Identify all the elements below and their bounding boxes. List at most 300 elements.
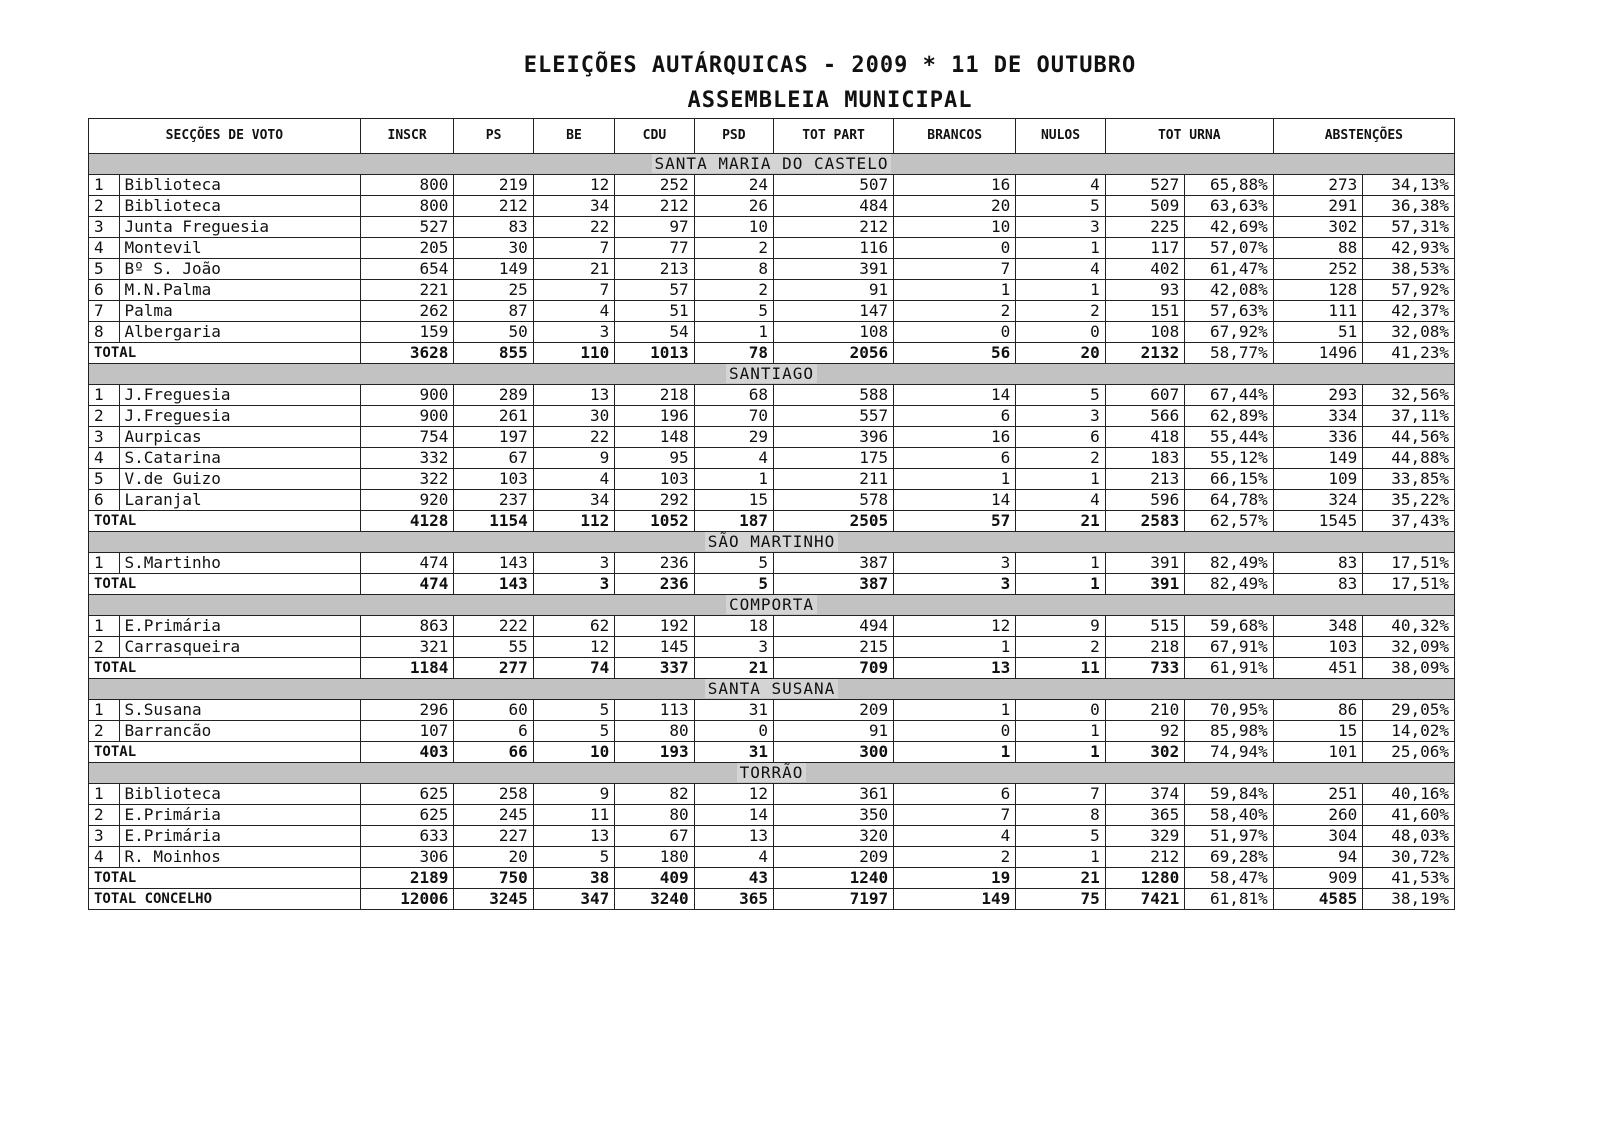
col-header-abstencoes: ABSTENÇÕES	[1273, 119, 1454, 154]
cell-tot-part: 391	[774, 259, 894, 280]
cell-ps: 50	[454, 322, 533, 343]
cell-abstencoes: 324	[1273, 490, 1363, 511]
table-row	[89, 805, 1455, 826]
cell-abstencoes: 251	[1273, 784, 1363, 805]
cell-inscr: 332	[360, 448, 454, 469]
total-tot-urna: 733	[1105, 658, 1184, 679]
section-row	[89, 532, 1455, 553]
cell-abstencoes: 293	[1273, 385, 1363, 406]
row-index: 2	[89, 637, 120, 658]
cell-abstencoes-pct: 41,60%	[1363, 805, 1455, 826]
grand-total-abstencoes: 4585	[1273, 889, 1363, 910]
cell-abstencoes: 348	[1273, 616, 1363, 637]
total-abstencoes-pct: 41,53%	[1363, 868, 1455, 889]
cell-nulos: 3	[1016, 406, 1106, 427]
row-location: S.Catarina	[119, 448, 360, 469]
cell-ps: 149	[454, 259, 533, 280]
cell-cdu: 80	[615, 805, 694, 826]
cell-tot-part: 209	[774, 700, 894, 721]
cell-cdu: 113	[615, 700, 694, 721]
cell-nulos: 1	[1016, 847, 1106, 868]
total-brancos: 19	[894, 868, 1016, 889]
total-row	[89, 511, 1455, 532]
cell-cdu: 145	[615, 637, 694, 658]
cell-abstencoes-pct: 38,53%	[1363, 259, 1455, 280]
table-row	[89, 784, 1455, 805]
total-nulos: 1	[1016, 574, 1106, 595]
cell-be: 7	[533, 280, 614, 301]
cell-cdu: 97	[615, 217, 694, 238]
row-location: S.Martinho	[119, 553, 360, 574]
cell-ps: 6	[454, 721, 533, 742]
cell-brancos: 6	[894, 448, 1016, 469]
row-location: M.N.Palma	[119, 280, 360, 301]
cell-ps: 197	[454, 427, 533, 448]
cell-tot-urna: 329	[1105, 826, 1184, 847]
total-row	[89, 574, 1455, 595]
cell-tot-part: 588	[774, 385, 894, 406]
cell-be: 5	[533, 700, 614, 721]
cell-be: 30	[533, 406, 614, 427]
cell-tot-urna-pct: 82,49%	[1185, 553, 1274, 574]
grand-total-nulos: 75	[1016, 889, 1106, 910]
cell-ps: 237	[454, 490, 533, 511]
section-cell	[89, 154, 1455, 175]
cell-tot-urna-pct: 58,40%	[1185, 805, 1274, 826]
cell-be: 12	[533, 175, 614, 196]
cell-nulos: 9	[1016, 616, 1106, 637]
cell-tot-urna-pct: 59,84%	[1185, 784, 1274, 805]
col-header-cdu: CDU	[615, 119, 694, 154]
cell-abstencoes-pct: 40,32%	[1363, 616, 1455, 637]
row-location: Junta Freguesia	[119, 217, 360, 238]
total-cdu: 337	[615, 658, 694, 679]
total-inscr: 4128	[360, 511, 454, 532]
cell-inscr: 625	[360, 784, 454, 805]
section-cell	[89, 763, 1455, 784]
cell-inscr: 159	[360, 322, 454, 343]
table-body	[89, 154, 1455, 910]
grand-total-psd: 365	[694, 889, 773, 910]
section-name: SANTIAGO	[726, 364, 817, 383]
cell-cdu: 212	[615, 196, 694, 217]
header-row	[89, 119, 1455, 154]
grand-total-row	[89, 889, 1455, 910]
total-row	[89, 868, 1455, 889]
cell-tot-urna: 225	[1105, 217, 1184, 238]
cell-brancos: 14	[894, 490, 1016, 511]
total-abstencoes-pct: 37,43%	[1363, 511, 1455, 532]
cell-psd: 15	[694, 490, 773, 511]
cell-abstencoes-pct: 34,13%	[1363, 175, 1455, 196]
total-tot-part: 387	[774, 574, 894, 595]
cell-psd: 4	[694, 448, 773, 469]
cell-ps: 87	[454, 301, 533, 322]
cell-cdu: 54	[615, 322, 694, 343]
cell-cdu: 196	[615, 406, 694, 427]
cell-nulos: 3	[1016, 217, 1106, 238]
cell-ps: 289	[454, 385, 533, 406]
cell-tot-urna: 607	[1105, 385, 1184, 406]
cell-abstencoes: 260	[1273, 805, 1363, 826]
section-cell	[89, 679, 1455, 700]
row-index: 1	[89, 385, 120, 406]
total-abstencoes-pct: 17,51%	[1363, 574, 1455, 595]
total-row	[89, 343, 1455, 364]
cell-tot-urna-pct: 67,92%	[1185, 322, 1274, 343]
cell-tot-urna: 418	[1105, 427, 1184, 448]
total-ps: 1154	[454, 511, 533, 532]
row-index: 5	[89, 469, 120, 490]
cell-tot-urna-pct: 57,07%	[1185, 238, 1274, 259]
row-index: 1	[89, 616, 120, 637]
cell-ps: 227	[454, 826, 533, 847]
cell-nulos: 0	[1016, 700, 1106, 721]
cell-abstencoes-pct: 35,22%	[1363, 490, 1455, 511]
cell-inscr: 527	[360, 217, 454, 238]
cell-psd: 14	[694, 805, 773, 826]
cell-ps: 83	[454, 217, 533, 238]
cell-abstencoes: 111	[1273, 301, 1363, 322]
table-row	[89, 406, 1455, 427]
total-label: TOTAL	[89, 658, 361, 679]
total-be: 74	[533, 658, 614, 679]
grand-total-ps: 3245	[454, 889, 533, 910]
cell-abstencoes: 51	[1273, 322, 1363, 343]
total-psd: 31	[694, 742, 773, 763]
row-location: Biblioteca	[119, 196, 360, 217]
cell-be: 5	[533, 847, 614, 868]
cell-psd: 12	[694, 784, 773, 805]
cell-tot-urna: 92	[1105, 721, 1184, 742]
cell-abstencoes: 149	[1273, 448, 1363, 469]
cell-abstencoes: 86	[1273, 700, 1363, 721]
cell-psd: 8	[694, 259, 773, 280]
total-ps: 855	[454, 343, 533, 364]
col-header-tot-urna: TOT URNA	[1105, 119, 1273, 154]
row-location: E.Primária	[119, 805, 360, 826]
section-row	[89, 154, 1455, 175]
cell-psd: 0	[694, 721, 773, 742]
cell-tot-part: 484	[774, 196, 894, 217]
cell-tot-urna-pct: 85,98%	[1185, 721, 1274, 742]
cell-brancos: 10	[894, 217, 1016, 238]
table-row	[89, 721, 1455, 742]
cell-tot-urna-pct: 59,68%	[1185, 616, 1274, 637]
total-cdu: 193	[615, 742, 694, 763]
total-cdu: 1052	[615, 511, 694, 532]
cell-inscr: 221	[360, 280, 454, 301]
cell-tot-urna: 108	[1105, 322, 1184, 343]
cell-tot-urna-pct: 67,44%	[1185, 385, 1274, 406]
cell-psd: 1	[694, 469, 773, 490]
cell-tot-part: 91	[774, 721, 894, 742]
cell-tot-part: 361	[774, 784, 894, 805]
cell-tot-urna-pct: 42,08%	[1185, 280, 1274, 301]
cell-nulos: 7	[1016, 784, 1106, 805]
total-cdu: 236	[615, 574, 694, 595]
cell-tot-part: 215	[774, 637, 894, 658]
cell-inscr: 474	[360, 553, 454, 574]
cell-tot-urna: 213	[1105, 469, 1184, 490]
cell-cdu: 292	[615, 490, 694, 511]
cell-inscr: 262	[360, 301, 454, 322]
row-index: 5	[89, 259, 120, 280]
cell-abstencoes-pct: 36,38%	[1363, 196, 1455, 217]
row-location: Aurpicas	[119, 427, 360, 448]
cell-ps: 60	[454, 700, 533, 721]
row-location: E.Primária	[119, 616, 360, 637]
cell-be: 21	[533, 259, 614, 280]
cell-inscr: 321	[360, 637, 454, 658]
cell-inscr: 754	[360, 427, 454, 448]
cell-tot-part: 387	[774, 553, 894, 574]
total-abstencoes: 1545	[1273, 511, 1363, 532]
cell-ps: 212	[454, 196, 533, 217]
cell-cdu: 148	[615, 427, 694, 448]
cell-be: 3	[533, 322, 614, 343]
cell-cdu: 218	[615, 385, 694, 406]
total-tot-part: 2056	[774, 343, 894, 364]
section-name: SANTA SUSANA	[705, 679, 839, 698]
cell-abstencoes-pct: 48,03%	[1363, 826, 1455, 847]
row-location: V.de Guizo	[119, 469, 360, 490]
total-be: 10	[533, 742, 614, 763]
cell-be: 13	[533, 826, 614, 847]
cell-tot-urna-pct: 62,89%	[1185, 406, 1274, 427]
cell-tot-urna: 93	[1105, 280, 1184, 301]
row-location: Barrancão	[119, 721, 360, 742]
row-index: 7	[89, 301, 120, 322]
page-subtitle: ASSEMBLEIA MUNICIPAL	[687, 88, 973, 113]
cell-be: 9	[533, 784, 614, 805]
total-abstencoes: 83	[1273, 574, 1363, 595]
cell-brancos: 7	[894, 805, 1016, 826]
cell-tot-urna: 596	[1105, 490, 1184, 511]
table-row	[89, 196, 1455, 217]
cell-ps: 55	[454, 637, 533, 658]
cell-be: 13	[533, 385, 614, 406]
cell-tot-part: 147	[774, 301, 894, 322]
total-tot-urna-pct: 82,49%	[1185, 574, 1274, 595]
cell-tot-urna-pct: 57,63%	[1185, 301, 1274, 322]
cell-cdu: 80	[615, 721, 694, 742]
results-table	[88, 118, 1455, 910]
cell-ps: 222	[454, 616, 533, 637]
cell-brancos: 2	[894, 847, 1016, 868]
table-row	[89, 490, 1455, 511]
cell-abstencoes: 304	[1273, 826, 1363, 847]
total-abstencoes: 451	[1273, 658, 1363, 679]
total-nulos: 21	[1016, 868, 1106, 889]
total-abstencoes-pct: 41,23%	[1363, 343, 1455, 364]
cell-cdu: 57	[615, 280, 694, 301]
cell-tot-part: 557	[774, 406, 894, 427]
cell-nulos: 4	[1016, 175, 1106, 196]
cell-tot-urna-pct: 63,63%	[1185, 196, 1274, 217]
cell-psd: 5	[694, 553, 773, 574]
cell-tot-urna-pct: 69,28%	[1185, 847, 1274, 868]
total-label: TOTAL	[89, 343, 361, 364]
cell-nulos: 6	[1016, 427, 1106, 448]
total-psd: 5	[694, 574, 773, 595]
cell-nulos: 2	[1016, 448, 1106, 469]
cell-inscr: 633	[360, 826, 454, 847]
cell-nulos: 1	[1016, 469, 1106, 490]
cell-tot-part: 578	[774, 490, 894, 511]
cell-tot-urna-pct: 55,12%	[1185, 448, 1274, 469]
row-location: Laranjal	[119, 490, 360, 511]
row-index: 3	[89, 217, 120, 238]
cell-cdu: 103	[615, 469, 694, 490]
grand-total-tot-urna: 7421	[1105, 889, 1184, 910]
cell-cdu: 77	[615, 238, 694, 259]
cell-tot-part: 91	[774, 280, 894, 301]
cell-be: 3	[533, 553, 614, 574]
cell-brancos: 16	[894, 175, 1016, 196]
total-inscr: 403	[360, 742, 454, 763]
cell-tot-urna: 151	[1105, 301, 1184, 322]
cell-be: 9	[533, 448, 614, 469]
total-row	[89, 658, 1455, 679]
section-name: TORRÃO	[737, 763, 807, 782]
cell-tot-urna: 212	[1105, 847, 1184, 868]
total-inscr: 474	[360, 574, 454, 595]
cell-abstencoes: 15	[1273, 721, 1363, 742]
cell-cdu: 192	[615, 616, 694, 637]
cell-abstencoes-pct: 42,93%	[1363, 238, 1455, 259]
table-row	[89, 301, 1455, 322]
grand-total-tot-urna-pct: 61,81%	[1185, 889, 1274, 910]
cell-tot-urna: 391	[1105, 553, 1184, 574]
cell-inscr: 296	[360, 700, 454, 721]
table-row	[89, 826, 1455, 847]
table-row	[89, 637, 1455, 658]
grand-total-brancos: 149	[894, 889, 1016, 910]
cell-psd: 31	[694, 700, 773, 721]
cell-inscr: 322	[360, 469, 454, 490]
cell-tot-part: 108	[774, 322, 894, 343]
total-cdu: 1013	[615, 343, 694, 364]
total-nulos: 11	[1016, 658, 1106, 679]
cell-tot-urna: 402	[1105, 259, 1184, 280]
cell-psd: 2	[694, 238, 773, 259]
cell-tot-urna-pct: 70,95%	[1185, 700, 1274, 721]
cell-brancos: 1	[894, 637, 1016, 658]
cell-tot-part: 209	[774, 847, 894, 868]
cell-nulos: 1	[1016, 553, 1106, 574]
row-index: 4	[89, 238, 120, 259]
cell-abstencoes: 88	[1273, 238, 1363, 259]
cell-tot-part: 116	[774, 238, 894, 259]
cell-tot-part: 211	[774, 469, 894, 490]
total-tot-part: 1240	[774, 868, 894, 889]
row-index: 3	[89, 826, 120, 847]
cell-abstencoes: 273	[1273, 175, 1363, 196]
section-row	[89, 679, 1455, 700]
cell-brancos: 0	[894, 238, 1016, 259]
cell-be: 4	[533, 301, 614, 322]
cell-brancos: 6	[894, 784, 1016, 805]
cell-brancos: 20	[894, 196, 1016, 217]
row-location: S.Susana	[119, 700, 360, 721]
cell-nulos: 5	[1016, 385, 1106, 406]
col-header-seccoes: SECÇÕES DE VOTO	[89, 119, 361, 154]
section-name: SANTA MARIA DO CASTELO	[652, 154, 892, 173]
cell-abstencoes-pct: 57,31%	[1363, 217, 1455, 238]
cell-tot-urna-pct: 42,69%	[1185, 217, 1274, 238]
cell-nulos: 1	[1016, 238, 1106, 259]
total-label: TOTAL	[89, 574, 361, 595]
cell-psd: 24	[694, 175, 773, 196]
cell-brancos: 4	[894, 826, 1016, 847]
page-title: ELEIÇÕES AUTÁRQUICAS - 2009 * 11 DE OUTUBRO	[523, 53, 1137, 78]
row-index: 6	[89, 490, 120, 511]
cell-brancos: 12	[894, 616, 1016, 637]
table-row	[89, 469, 1455, 490]
total-ps: 277	[454, 658, 533, 679]
total-label: TOTAL	[89, 868, 361, 889]
total-tot-urna-pct: 74,94%	[1185, 742, 1274, 763]
cell-abstencoes-pct: 37,11%	[1363, 406, 1455, 427]
row-location: Carrasqueira	[119, 637, 360, 658]
cell-tot-urna: 117	[1105, 238, 1184, 259]
cell-abstencoes-pct: 32,56%	[1363, 385, 1455, 406]
cell-nulos: 8	[1016, 805, 1106, 826]
row-index: 2	[89, 196, 120, 217]
section-name: COMPORTA	[726, 595, 817, 614]
col-header-brancos: BRANCOS	[894, 119, 1016, 154]
cell-psd: 68	[694, 385, 773, 406]
cell-be: 62	[533, 616, 614, 637]
cell-brancos: 14	[894, 385, 1016, 406]
cell-abstencoes: 83	[1273, 553, 1363, 574]
cell-tot-urna: 566	[1105, 406, 1184, 427]
col-header-psd: PSD	[694, 119, 773, 154]
cell-tot-urna: 527	[1105, 175, 1184, 196]
cell-tot-urna: 210	[1105, 700, 1184, 721]
cell-cdu: 95	[615, 448, 694, 469]
cell-tot-urna-pct: 61,47%	[1185, 259, 1274, 280]
cell-psd: 29	[694, 427, 773, 448]
cell-be: 34	[533, 196, 614, 217]
cell-tot-urna-pct: 55,44%	[1185, 427, 1274, 448]
total-nulos: 20	[1016, 343, 1106, 364]
cell-tot-urna: 183	[1105, 448, 1184, 469]
table-row	[89, 175, 1455, 196]
total-label: TOTAL	[89, 742, 361, 763]
total-brancos: 57	[894, 511, 1016, 532]
cell-abstencoes-pct: 44,88%	[1363, 448, 1455, 469]
cell-psd: 2	[694, 280, 773, 301]
grand-total-be: 347	[533, 889, 614, 910]
cell-inscr: 863	[360, 616, 454, 637]
table-row	[89, 280, 1455, 301]
cell-abstencoes: 336	[1273, 427, 1363, 448]
cell-cdu: 51	[615, 301, 694, 322]
cell-be: 5	[533, 721, 614, 742]
cell-brancos: 3	[894, 553, 1016, 574]
row-index: 6	[89, 280, 120, 301]
section-cell	[89, 532, 1455, 553]
total-row	[89, 742, 1455, 763]
table-row	[89, 322, 1455, 343]
cell-inscr: 205	[360, 238, 454, 259]
col-header-inscr: INSCR	[360, 119, 454, 154]
section-row	[89, 595, 1455, 616]
cell-inscr: 306	[360, 847, 454, 868]
cell-tot-urna: 509	[1105, 196, 1184, 217]
